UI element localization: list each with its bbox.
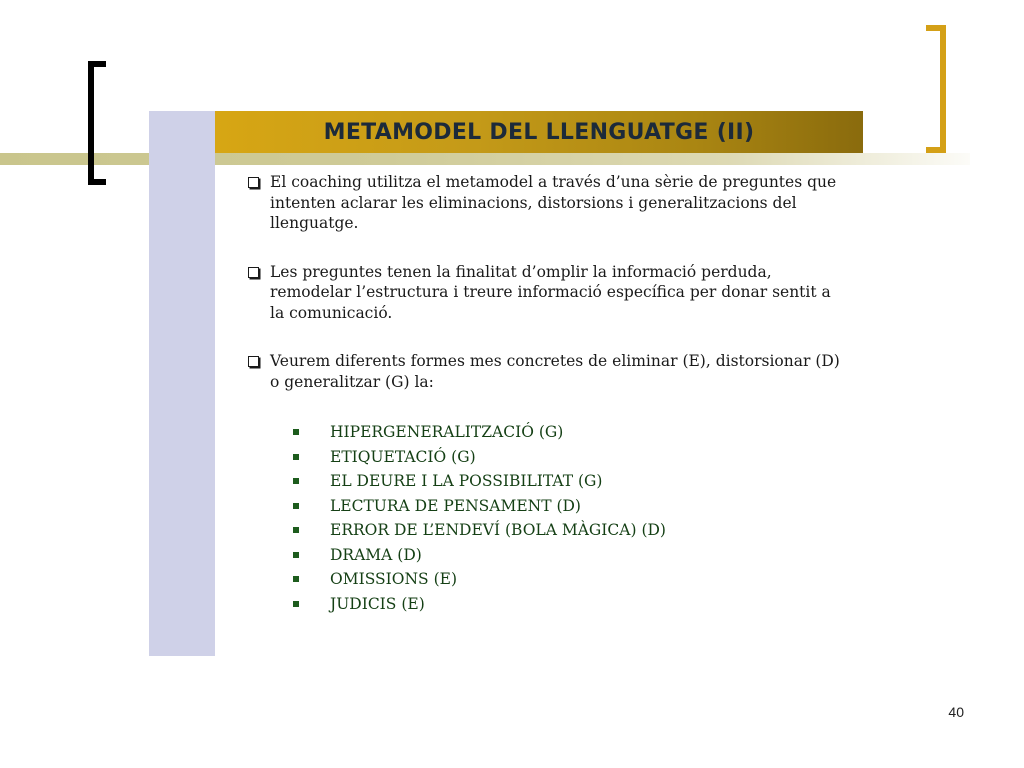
- paragraph-3: [246, 351, 846, 392]
- square-bullet-icon: [293, 454, 299, 460]
- square-bullet-icon: [293, 576, 299, 582]
- paragraph-2: [246, 262, 846, 324]
- list-item: [292, 422, 812, 447]
- list-item-text: DRAMA (D): [330, 545, 422, 564]
- list-item-text: EL DEURE I LA POSSIBILITAT (G): [330, 472, 603, 490]
- checkbox-bullet-icon: [248, 177, 259, 188]
- square-bullet-icon: [293, 429, 299, 435]
- list-item: [292, 594, 812, 619]
- list-item-text: HIPERGENERALITZACIÓ (G): [330, 423, 564, 441]
- checkbox-bullet-icon: [248, 356, 259, 367]
- square-bullet-icon: [293, 552, 299, 558]
- list-item-text: JUDICIS (E): [330, 594, 425, 613]
- list-item-text: ERROR DE L’ENDEVÍ (BOLA MÀGICA) (D): [330, 521, 666, 539]
- list-item-text: OMISSIONS (E): [330, 570, 458, 588]
- paragraph-text: Les preguntes tenen la finalitat d’omplir la informació perduda, remodelar l’estructura i treure informació específica per donar sentit a la comunicació.: [270, 262, 831, 322]
- paragraph-text: Veurem diferents formes mes concretes de eliminar (E), distorsionar (D) o generalitzar (G) la:: [270, 352, 840, 391]
- page-number: 40: [948, 704, 964, 720]
- title-bar: [215, 111, 863, 153]
- left-bracket-decoration: [88, 61, 106, 185]
- right-bracket-decoration: [926, 25, 946, 153]
- slide-title: METAMODEL DEL LLENGUATGE (II): [323, 119, 755, 145]
- side-column-decoration: [149, 111, 215, 656]
- list-item: [292, 471, 812, 496]
- square-bullet-icon: [293, 503, 299, 509]
- paragraph-1: [246, 172, 846, 234]
- list-item-text: ETIQUETACIÓ (G): [330, 447, 476, 466]
- list-item: [292, 496, 812, 521]
- square-bullet-icon: [293, 527, 299, 533]
- paragraph-text: El coaching utilitza el metamodel a través d’una sèrie de preguntes que intenten aclarar les eliminacions, distorsions i generalitzacions del llenguatge.: [270, 173, 837, 232]
- square-bullet-icon: [293, 601, 299, 607]
- list-item: [292, 569, 812, 594]
- sub-item-list: [292, 422, 812, 618]
- square-bullet-icon: [293, 478, 299, 484]
- list-item-text: LECTURA DE PENSAMENT (D): [330, 496, 581, 515]
- list-item: [292, 447, 812, 472]
- content-area: [246, 172, 846, 392]
- decorative-horizontal-line: [0, 153, 970, 165]
- list-item: [292, 545, 812, 570]
- list-item: [292, 520, 812, 545]
- checkbox-bullet-icon: [248, 267, 259, 278]
